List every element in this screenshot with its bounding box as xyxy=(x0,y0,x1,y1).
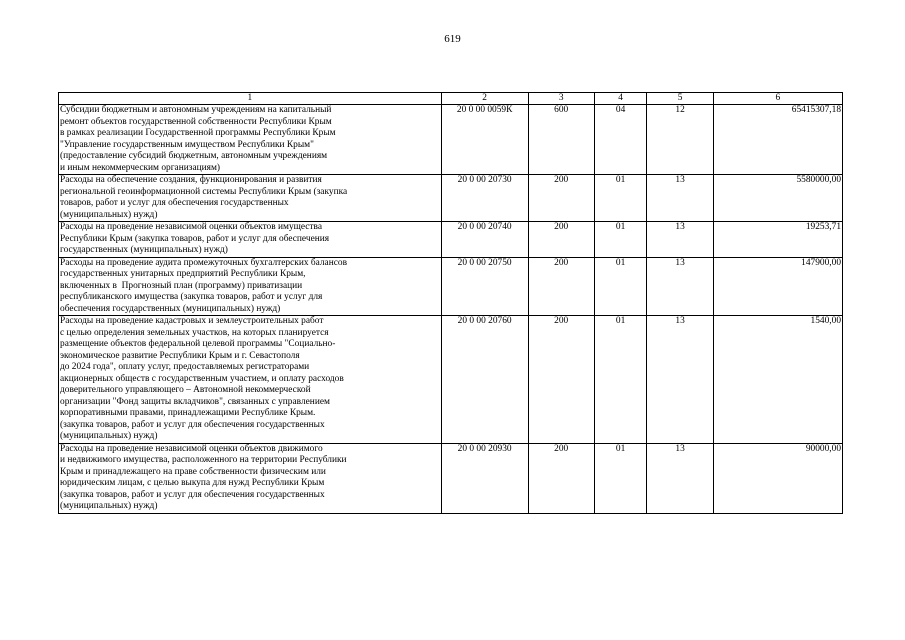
row-subsection: 13 xyxy=(647,443,713,513)
column-header: 2 xyxy=(441,93,528,105)
row-subsection: 13 xyxy=(647,175,713,222)
column-header: 4 xyxy=(594,93,647,105)
row-target-code: 20 0 00 0059К xyxy=(441,105,528,175)
table-row xyxy=(59,443,843,513)
column-header: 3 xyxy=(528,93,594,105)
row-target-code: 20 0 00 20740 xyxy=(441,222,528,258)
table-row xyxy=(59,105,843,175)
row-description: Субсидии бюджетным и автономным учреждениям на капитальный ремонт объектов государственной собственности Республики Крым в рамках реализации Государственной программы Республики Крым "Управление государственным имуществом Республики Крым" (предоставление субсидий бюджетным, автономным учреждениям и иным некоммерческим организациям) xyxy=(59,105,442,175)
row-expense-type: 200 xyxy=(528,257,594,316)
row-subsection: 13 xyxy=(647,222,713,258)
header-row xyxy=(59,93,843,105)
row-amount: 19253,71 xyxy=(713,222,842,258)
row-expense-type: 200 xyxy=(528,316,594,444)
budget-table xyxy=(58,92,843,514)
row-subsection: 13 xyxy=(647,257,713,316)
column-header: 6 xyxy=(713,93,842,105)
table-row xyxy=(59,222,843,258)
row-section: 01 xyxy=(594,175,647,222)
row-amount: 90000,00 xyxy=(713,443,842,513)
table-row xyxy=(59,175,843,222)
row-subsection: 13 xyxy=(647,316,713,444)
row-description: Расходы на обеспечение создания, функционирования и развития региональной геоинформационной системы Республики Крым (закупка товаров, работ и услуг для обеспечения государственных (муниципальных) нужд) xyxy=(59,175,442,222)
row-target-code: 20 0 00 20930 xyxy=(441,443,528,513)
page-number: 619 xyxy=(444,33,461,45)
row-description: Расходы на проведение кадастровых и землеустроительных работ с целью определения земельных участков, на которых планируется размещение объектов федеральной целевой программы "Социально- экономическое развитие Республики Крым и г. Севастополя до 2024 года", оплату услуг, предоставляемых регистраторами акционерных обществ с государственным участием, и оплату расходов доверительного управляющего – Автономной некоммерческой организации "Фонд защиты вкладчиков", связанных с управлением корпоративными правами, принадлежащими Республике Крым. (закупка товаров, работ и услуг для обеспечения государственных (муниципальных) нужд) xyxy=(59,316,442,444)
row-description: Расходы на проведение аудита промежуточных бухгалтерских балансов государственных унитарных предприятий Республики Крым, включенных в Прогнозный план (программу) приватизации республиканского имущества (закупка товаров, работ и услуг для обеспечения государственных (муниципальных) нужд) xyxy=(59,257,442,316)
row-section: 01 xyxy=(594,443,647,513)
row-description: Расходы на проведение независимой оценки объектов имущества Республики Крым (закупка товаров, работ и услуг для обеспечения государственных (муниципальных) нужд) xyxy=(59,222,442,258)
row-amount: 147900,00 xyxy=(713,257,842,316)
table-row xyxy=(59,257,843,316)
row-amount: 65415307,18 xyxy=(713,105,842,175)
row-amount: 5580000,00 xyxy=(713,175,842,222)
row-section: 01 xyxy=(594,316,647,444)
table-row xyxy=(59,316,843,444)
column-header: 1 xyxy=(59,93,442,105)
row-target-code: 20 0 00 20730 xyxy=(441,175,528,222)
row-section: 01 xyxy=(594,222,647,258)
row-expense-type: 200 xyxy=(528,222,594,258)
row-target-code: 20 0 00 20750 xyxy=(441,257,528,316)
row-description: Расходы на проведение независимой оценки объектов движимого и недвижимого имущества, расположенного на территории Республики Крым и принадлежащего на праве собственности физическим или юридическим лицам, с целью выкупа для нужд Республики Крым (закупка товаров, работ и услуг для обеспечения государственных (муниципальных) нужд) xyxy=(59,443,442,513)
row-target-code: 20 0 00 20760 xyxy=(441,316,528,444)
column-header: 5 xyxy=(647,93,713,105)
row-section: 04 xyxy=(594,105,647,175)
row-expense-type: 200 xyxy=(528,443,594,513)
row-expense-type: 600 xyxy=(528,105,594,175)
row-expense-type: 200 xyxy=(528,175,594,222)
row-section: 01 xyxy=(594,257,647,316)
row-amount: 1540,00 xyxy=(713,316,842,444)
row-subsection: 12 xyxy=(647,105,713,175)
